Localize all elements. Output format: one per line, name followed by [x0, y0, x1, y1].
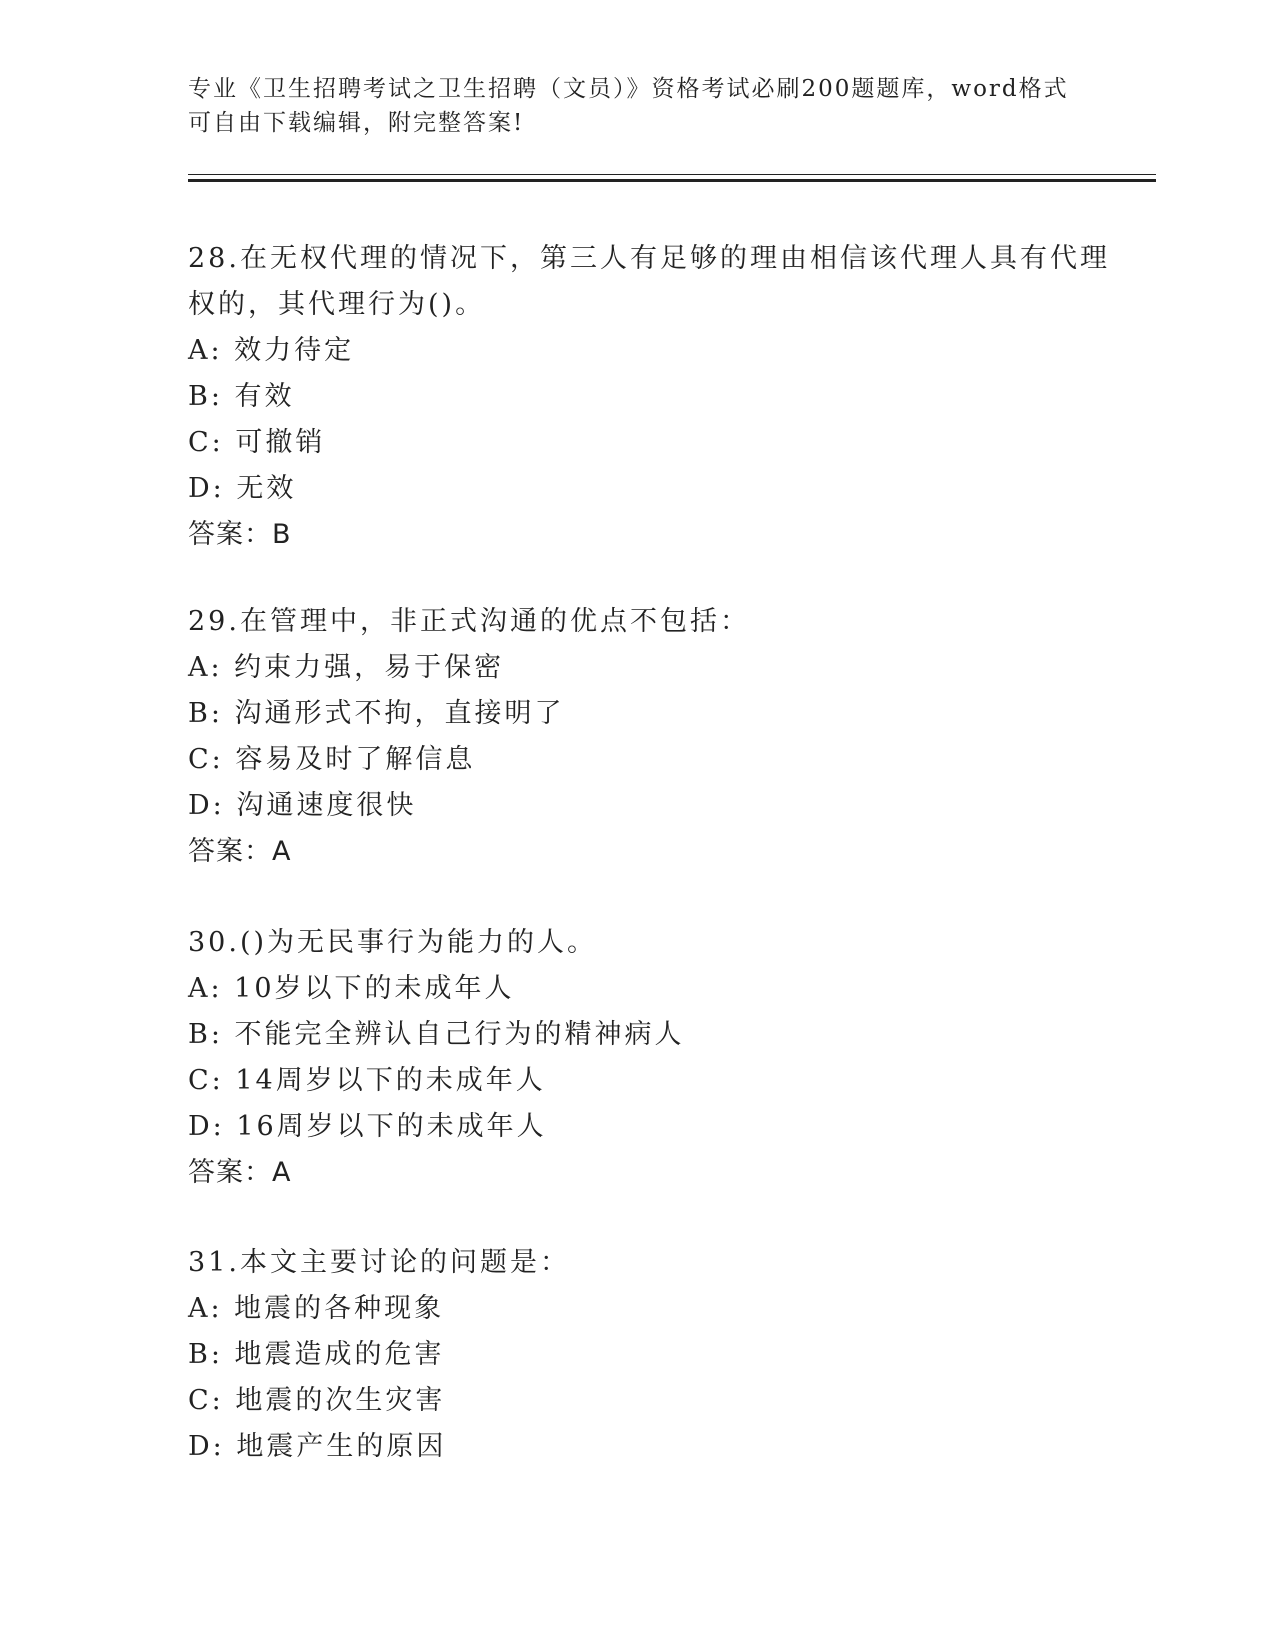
option-a: A: 地震的各种现象	[188, 1293, 445, 1324]
header-line-2: 可自由下载编辑，附完整答案!	[188, 110, 525, 136]
answer-line: 答案：A	[188, 1157, 292, 1188]
option-c: C: 14周岁以下的未成年人	[188, 1065, 546, 1096]
option-a: A: 约束力强，易于保密	[188, 652, 505, 683]
question-stem-line: 权的，其代理行为()。	[188, 289, 486, 320]
option-d: D: 地震产生的原因	[188, 1431, 447, 1462]
document-header	[188, 72, 1088, 140]
option-d: D: 无效	[188, 473, 297, 504]
option-d: D: 沟通速度很快	[188, 790, 417, 821]
option-c: C: 可撤销	[188, 427, 326, 458]
header-line-1: 专业《卫生招聘考试之卫生招聘（文员）》资格考试必刷200题题库，word格式	[188, 76, 1069, 102]
header-divider-thick	[188, 179, 1156, 182]
question-stem-line: 30.()为无民事行为能力的人。	[188, 927, 598, 958]
option-b: B: 沟通形式不拘，直接明了	[188, 698, 565, 729]
option-a: A: 10岁以下的未成年人	[188, 973, 515, 1004]
header-divider-thin	[188, 174, 1156, 175]
option-c: C: 容易及时了解信息	[188, 744, 476, 775]
option-b: B: 不能完全辨认自己行为的精神病人	[188, 1019, 685, 1050]
question-31	[188, 1240, 1088, 1470]
question-stem-line: 31.本文主要讨论的问题是：	[188, 1247, 570, 1278]
answer-line: 答案：B	[188, 519, 292, 550]
question-30	[188, 920, 1088, 1196]
question-28	[188, 236, 1110, 558]
question-29	[188, 599, 1088, 875]
option-c: C: 地震的次生灾害	[188, 1385, 446, 1416]
question-stem-line: 28.在无权代理的情况下，第三人有足够的理由相信该代理人具有代理	[188, 243, 1110, 274]
option-b: B: 有效	[188, 381, 295, 412]
option-d: D: 16周岁以下的未成年人	[188, 1111, 547, 1142]
option-a: A: 效力待定	[188, 335, 355, 366]
answer-line: 答案：A	[188, 836, 292, 867]
question-stem-line: 29.在管理中，非正式沟通的优点不包括：	[188, 606, 750, 637]
option-b: B: 地震造成的危害	[188, 1339, 445, 1370]
